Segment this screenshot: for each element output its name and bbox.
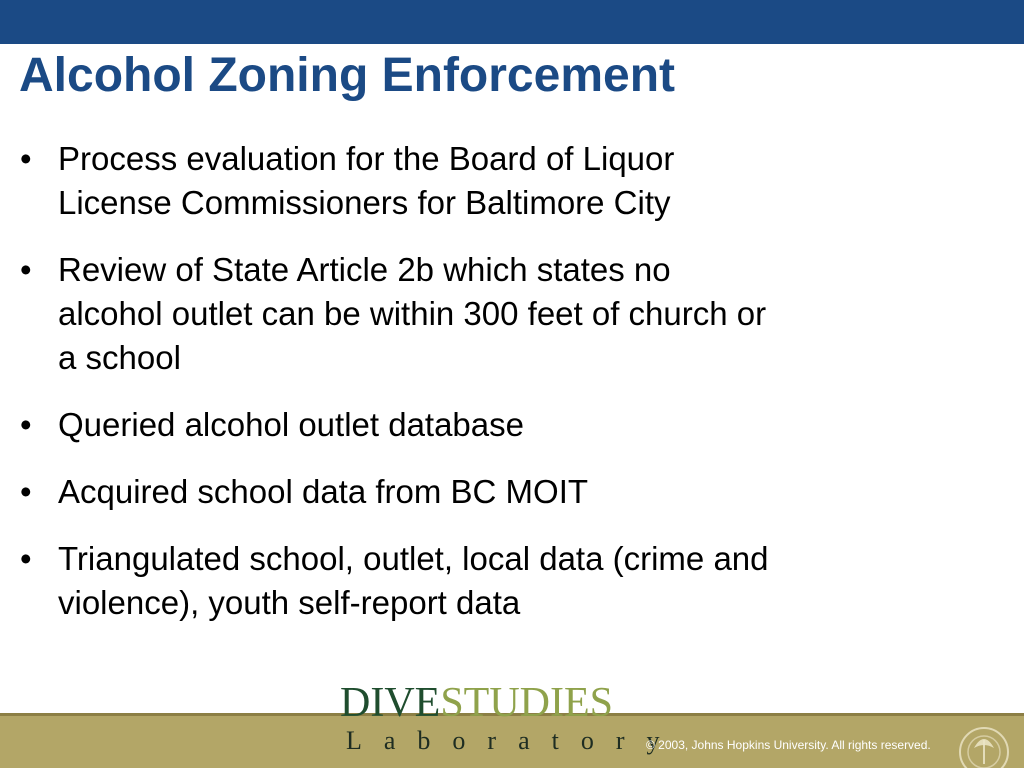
bullet-item [20, 537, 940, 625]
bullet-icon: • [20, 140, 32, 177]
header-bar [0, 0, 1024, 44]
bullet-line: Review of State Article 2b which states no [58, 251, 671, 288]
bullet-icon: • [20, 473, 32, 510]
bullet-line: Acquired school data from BC MOIT [58, 473, 589, 510]
logo-laboratory-text: Laboratory [346, 726, 682, 755]
dive-studies-logo [340, 680, 682, 762]
bullet-icon: • [20, 406, 32, 443]
bullet-list [20, 137, 940, 648]
logo-dive-text: DIVE [340, 680, 441, 726]
bullet-line: Queried alcohol outlet database [58, 406, 524, 443]
copyright-notice: © 2003, Johns Hopkins University. All rights reserved. [646, 738, 931, 752]
bullet-item [20, 137, 940, 225]
logo-wordmark [340, 682, 613, 724]
bullet-item [20, 248, 940, 380]
bullet-line: violence), youth self-report data [58, 584, 521, 621]
bullet-icon: • [20, 540, 32, 577]
bullet-line: Triangulated school, outlet, local data (crime and [58, 540, 769, 577]
bullet-line: alcohol outlet can be within 300 feet of church or [58, 295, 767, 332]
bullet-line: Process evaluation for the Board of Liquor [58, 140, 675, 177]
bullet-line: a school [58, 339, 181, 376]
bullet-icon: • [20, 251, 32, 288]
logo-studies-text: STUDIES [440, 680, 613, 726]
bullet-item [20, 403, 940, 447]
university-emblem-icon [956, 718, 1012, 768]
bullet-line: License Commissioners for Baltimore City [58, 184, 671, 221]
bullet-item [20, 470, 940, 514]
slide-title: Alcohol Zoning Enforcement [19, 49, 675, 102]
